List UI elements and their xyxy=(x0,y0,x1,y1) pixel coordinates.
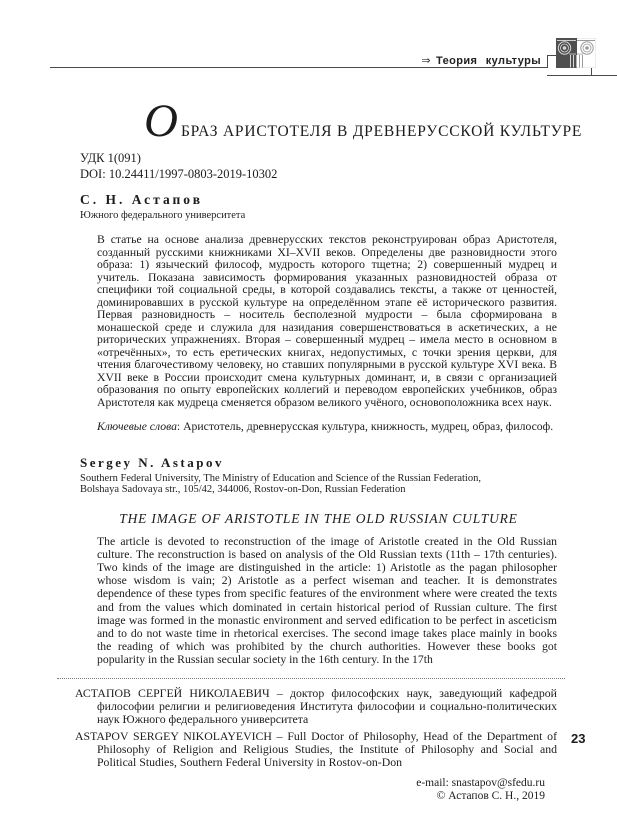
title-text: БРАЗ АРИСТОТЕЛЯ В ДРЕВНЕРУССКОЙ КУЛЬТУРЕ xyxy=(180,123,583,140)
double-arrow-icon: ⇒ xyxy=(421,55,432,67)
keywords-list: : Аристотель, древнерусская культура, книжность, мудрец, образ, философ. xyxy=(176,420,554,433)
udk-code: УДК 1(091) xyxy=(80,151,141,165)
title-dropcap: О xyxy=(144,95,178,147)
affiliation-en-line1: Southern Federal University, The Ministry of Education and Science of the Russian Federation, xyxy=(80,472,481,484)
section-heading xyxy=(421,54,541,67)
author-footnote-ru: АСТАПОВ СЕРГЕЙ НИКОЛАЕВИЧ – доктор философских наук, заведующий кафедрой философии религии и религиоведения Института философии и социально-политических наук Южного федерального университета xyxy=(75,685,557,726)
email-line: e-mail: snastapov@sfedu.ru xyxy=(416,776,545,789)
doi-code: DOI: 10.24411/1997-0803-2019-10302 xyxy=(80,166,278,181)
article-title-en: THE IMAGE OF ARISTOTLE IN THE OLD RUSSIAN CULTURE xyxy=(119,510,518,526)
abstract-ru: В статье на основе анализа древнерусских текстов реконструирован образ Аристотеля, созданный русскими книжниками XI–XVII веков. Определены две разновидности этого образа: 1) языческий философ, мудрость которого тщетна; 2) совершенный мудрец и учитель. Показана зависимость формирования указанных разновидностей образа от специфики той социальной среды, в которой создавались тексты, а также от ценностей, доминировавших в русской культуре на определённом этапе её исторического развития. Первая разновидность – носитель бесполезной мудрости – была сформирована в монашеской среде и служила для назидания совершенствоваться в аскетических, а не риторических упражнениях. Вторая – совершенный мудрец – имела место в основном в «отречённых», то есть еретических книгах, недопустимых, с точки зрения церкви, для чтения благочестивому человеку, но ставших популярными в русской культуре XVI века. В XVII веке в России происходит смена культурных доминант, и, в связи с организацией образования по опыту европейских коллегий и переводом европейских учебников, образ Аристотеля как мудреца сменяется образом великого учёного, основоположника всех наук. xyxy=(97,233,557,409)
author-name-ru: С. Н. Астапов xyxy=(80,192,204,207)
page-number: 23 xyxy=(571,731,586,746)
ionic-capital-icon xyxy=(556,38,596,68)
footnote-divider xyxy=(57,678,565,679)
header-rule-connector-vertical xyxy=(547,55,548,68)
abstract-en: The article is devoted to reconstruction of the image of Aristotle created in the Old Russian culture. The reconstruction is based on analysis of the Old Russian texts (11th – 17th centuries). Two kinds of the image are distinguished in the article: 1) Aristotle as the pagan philosopher whose wisdom is vain; 2) Aristotle as a perfect wiseman and teacher. It is demonstrates dependence of these types from specific features of the environment where were created the texts and from the values which dominated in certain historical period of Russian culture. The first image was formed in the monastic environment and served edification to be perfect in asceticism and to do not waste time in rhetorical exercises. The second image takes place mainly in books the reading of which was prohibited by the church authorities. However these books got popularity in the Russian secular society in the 16th century. In the 17th xyxy=(97,534,557,667)
article-title-ru xyxy=(144,95,583,147)
contact-block xyxy=(80,777,545,804)
author-affiliation-en xyxy=(80,473,557,496)
header-rule-right xyxy=(547,75,617,76)
header-rule-left xyxy=(50,67,547,68)
author-affiliation-ru: Южного федерального университета xyxy=(80,210,246,221)
copyright-line: © Астапов С. Н., 2019 xyxy=(436,790,545,803)
keywords-label: Ключевые слова xyxy=(97,420,177,433)
keywords-ru xyxy=(97,421,557,434)
article-meta xyxy=(80,151,557,182)
author-name-en: Sergey N. Astapov xyxy=(80,454,224,470)
affiliation-en-line2: Bolshaya Sadovaya str., 105/42, 344006, Rostov-on-Don, Russian Federation xyxy=(80,484,406,495)
section-heading-label: Теория культуры xyxy=(436,55,541,67)
author-footnote-en: ASTAPOV SERGEY NIKOLAYEVICH – Full Doctor of Philosophy, Head of the Department of Philosophy of Religion and Religious Studies, the Institute of Philosophy and Social and Political Studies, Southern Federal University in Rostov-on-Don xyxy=(75,728,557,769)
